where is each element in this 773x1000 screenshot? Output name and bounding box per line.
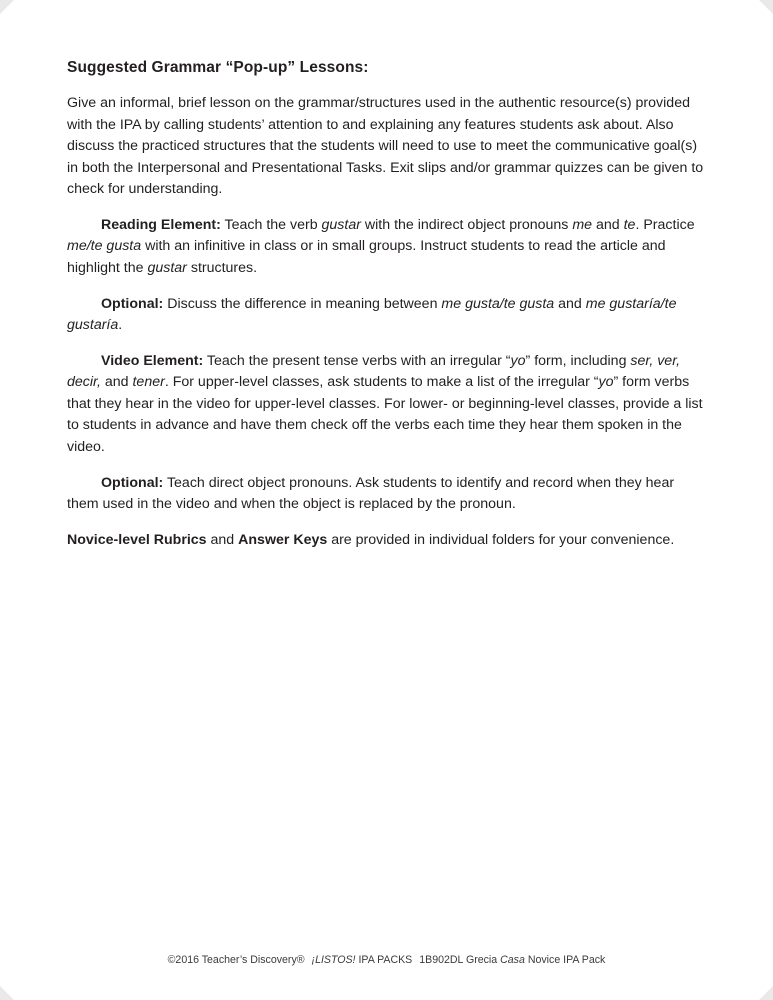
section-reading-element: [67, 215, 705, 280]
reading-text-4: . Practice: [635, 216, 695, 233]
reading-text-3: and: [592, 216, 624, 233]
closing-bold-rubrics: Novice-level Rubrics: [67, 531, 207, 548]
reading-em-1: gustar: [321, 216, 361, 233]
page-footer: [0, 954, 773, 966]
footer-tail: Novice IPA Pack: [527, 954, 606, 966]
optional1-em-1: me gusta/te gusta: [441, 295, 555, 312]
section-label-optional-2: Optional:: [101, 474, 164, 491]
optional1-text-3: .: [118, 317, 123, 334]
optional1-text-1: Discuss the difference in meaning between: [167, 295, 442, 312]
footer-italic-word: Casa: [500, 954, 525, 966]
section-video-element: [67, 351, 705, 459]
reading-text-5: with an infinitive in class or in small groups. Instruct students to read the article and highlight the: [67, 238, 666, 276]
video-text-4: . For upper-level classes, ask students to make a list of the irregular “: [164, 374, 599, 391]
video-text-5: ” form verbs that they hear in the video for upper-level classes. For lower- or beginning-level classes, provide a list to students in advance and have them check off the verbs each time they hear them spoken in the video.: [67, 374, 703, 456]
reading-em-2: me: [572, 216, 593, 233]
page-title: Suggested Grammar “Pop-up” Lessons:: [67, 59, 369, 76]
page-corner-top-right: [759, 0, 773, 14]
closing-paragraph: [67, 530, 705, 552]
footer-copyright: ©2016 Teacher’s Discovery®: [167, 954, 305, 966]
video-em-1: yo: [510, 352, 526, 369]
reading-em-4: me/te gusta: [67, 238, 142, 255]
page-corner-bottom-right: [759, 986, 773, 1000]
intro-paragraph: Give an informal, brief lesson on the grammar/structures used in the authentic resource(s) provided with the IPA by calling students’ attention to and explaining any features students ask about. Also discuss the practiced structures that the students will need to use to meet the communicative goal(s) in both the Interpersonal and Presentational Tasks. Exit slips and/or grammar quizzes can be given to check for understanding.: [67, 94, 704, 198]
optional1-text-2: and: [554, 295, 586, 312]
section-optional-reading: [67, 294, 705, 337]
closing-tail: are provided in individual folders for your convenience.: [327, 531, 675, 548]
optional2-text-1: Teach direct object pronouns. Ask students to identify and record when they hear them used in the video and when the object is replaced by the pronoun.: [67, 474, 675, 513]
section-label-video: Video Element:: [101, 352, 204, 369]
video-em-3: tener: [132, 374, 165, 391]
section-label-optional-1: Optional:: [101, 295, 164, 312]
video-text-3: and: [100, 374, 133, 391]
video-em-2: ser, ver, decir,: [67, 352, 681, 391]
section-optional-video: [67, 473, 705, 516]
footer-code: 1B902DL Grecia: [419, 954, 498, 966]
reading-em-3: te: [623, 216, 636, 233]
reading-em-5: gustar: [147, 259, 187, 276]
closing-mid: and: [206, 531, 239, 548]
closing-bold-answer-keys: Answer Keys: [238, 531, 328, 548]
video-em-4: yo: [598, 374, 614, 391]
reading-text-6: structures.: [186, 259, 258, 276]
footer-pack-label: IPA PACKS: [358, 954, 413, 966]
reading-text-1: Teach the verb: [224, 216, 322, 233]
video-text-1: Teach the present tense verbs with an irregular “: [206, 352, 511, 369]
optional1-em-2: me gustaría/te gustaría: [67, 295, 677, 334]
reading-text-2: with the indirect object pronouns: [360, 216, 573, 233]
section-label-reading: Reading Element:: [101, 216, 221, 233]
page-corner-bottom-left: [0, 986, 14, 1000]
video-text-2: ” form, including: [525, 352, 631, 369]
document-body: [67, 58, 705, 565]
footer-brand: ¡LISTOS!: [311, 954, 356, 966]
page-corner-top-left: [0, 0, 14, 14]
